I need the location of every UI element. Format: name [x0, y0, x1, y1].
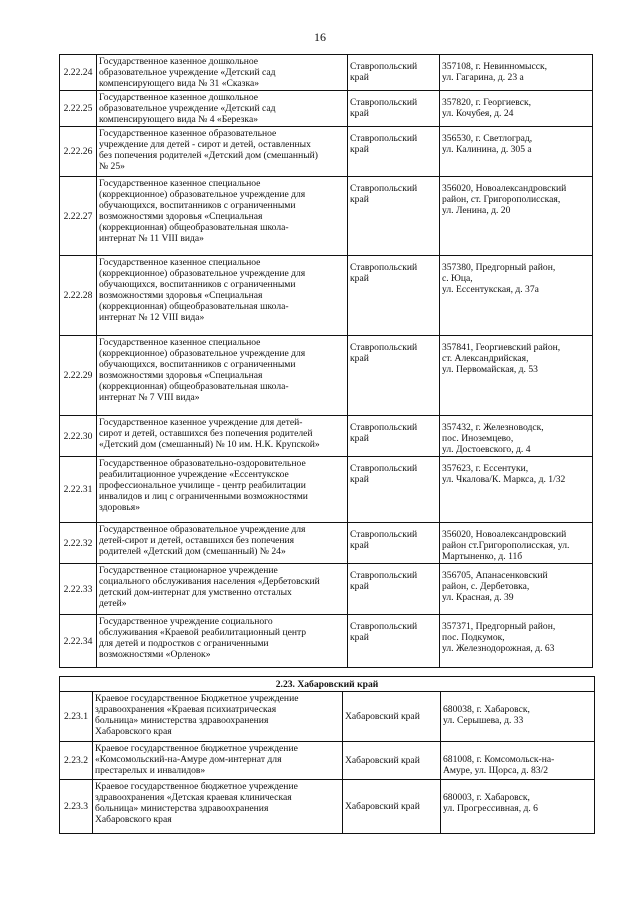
- institution-name: Государственное казенное специальное (коррекционное) образовательное учреждение для обучающихся, воспитанников с ограниченными возможностями здоровья «Специальная (коррекционная) общеобразовательная школа- интернат № 12 VIII вида»: [97, 256, 348, 336]
- region-name: Ставропольский край: [348, 336, 440, 416]
- institution-address: 357841, Георгиевский район, ст. Александрийская, ул. Первомайская, д. 53: [440, 336, 593, 416]
- table-row: [60, 91, 593, 127]
- region-name: Ставропольский край: [348, 457, 440, 523]
- table-row: [60, 615, 593, 668]
- institution-name: Государственное образовательно-оздоровительное реабилитационное учреждение «Ессентукское профессиональное училище - центр реабилитации инвалидов и лиц с ограниченными возможностями здоровья»: [97, 457, 348, 523]
- institution-address: 357371, Предгорный район, пос. Подкумок, ул. Железнодорожная, д. 63: [440, 615, 593, 668]
- institution-address: 356705, Апанасенковский район, с. Дербетовка, ул. Красная, д. 39: [440, 564, 593, 615]
- institution-name: Государственное образовательное учреждение для детей-сирот и детей, оставшихся без попечения родителей «Детский дом (смешанный) № 24»: [97, 523, 348, 564]
- table-row: [60, 523, 593, 564]
- institution-address: 357432, г. Железноводск, пос. Иноземцево, ул. Достоевского, д. 4: [440, 416, 593, 457]
- institution-address: 680038, г. Хабаровск, ул. Серышева, д. 33: [441, 692, 595, 742]
- institution-name: Государственное казенное специальное (коррекционное) образовательное учреждение для обучающихся, воспитанников с ограниченными возможностями здоровья «Специальная (коррекционная) общеобразовательная школа- интернат № 11 VIII вида»: [97, 177, 348, 256]
- institution-address: 681008, г. Комсомольск-на- Амуре, ул. Щорса, д. 83/2: [441, 742, 595, 780]
- table-row: [60, 127, 593, 177]
- institutions-table-stavropol: [59, 54, 593, 668]
- table-row: [60, 780, 595, 834]
- row-number: 2.22.32: [60, 523, 97, 564]
- institution-address: 357380, Предгорный район, с. Юца, ул. Ессентукская, д. 37а: [440, 256, 593, 336]
- row-number: 2.22.30: [60, 416, 97, 457]
- table-row: [60, 564, 593, 615]
- table-row: [60, 692, 595, 742]
- institution-name: Государственное казенное дошкольное образовательное учреждение «Детский сад компенсирующего вида № 31 «Сказка»: [97, 55, 348, 91]
- table-row: [60, 457, 593, 523]
- table-row: [60, 416, 593, 457]
- row-number: 2.23.3: [60, 780, 93, 834]
- region-name: Ставропольский край: [348, 416, 440, 457]
- institutions-table-khabarovsk: [59, 676, 595, 834]
- row-number: 2.22.27: [60, 177, 97, 256]
- row-number: 2.22.34: [60, 615, 97, 668]
- row-number: 2.22.28: [60, 256, 97, 336]
- institution-address: 680003, г. Хабаровск, ул. Прогрессивная, д. 6: [441, 780, 595, 834]
- row-number: 2.23.2: [60, 742, 93, 780]
- row-number: 2.22.31: [60, 457, 97, 523]
- institution-name: Государственное казенное образовательное учреждение для детей - сирот и детей, оставленных без попечения родителей «Детский дом (смешанный) № 25»: [97, 127, 348, 177]
- region-name: Ставропольский край: [348, 564, 440, 615]
- institution-name: Государственное учреждение социального обслуживания «Краевой реабилитационный центр для детей и подростков с ограниченными возможностями «Орленок»: [97, 615, 348, 668]
- region-name: Ставропольский край: [348, 127, 440, 177]
- region-name: Ставропольский край: [348, 91, 440, 127]
- region-name: Хабаровский край: [343, 780, 441, 834]
- region-name: Ставропольский край: [348, 256, 440, 336]
- institution-name: Государственное стационарное учреждение социального обслуживания населения «Дербетовский детский дом-интернат для умственно отсталых детей»: [97, 564, 348, 615]
- region-name: Ставропольский край: [348, 615, 440, 668]
- region-name: Хабаровский край: [343, 742, 441, 780]
- row-number: 2.22.29: [60, 336, 97, 416]
- institution-name: Государственное казенное дошкольное образовательное учреждение «Детский сад компенсирующего вида № 4 «Березка»: [97, 91, 348, 127]
- table-row: [60, 742, 595, 780]
- section-header-row: [60, 677, 595, 692]
- table-row: [60, 336, 593, 416]
- institution-address: 357108, г. Невинномысск, ул. Гагарина, д. 23 а: [440, 55, 593, 91]
- row-number: 2.22.24: [60, 55, 97, 91]
- institution-name: Краевое государственное Бюджетное учреждение здравоохранения «Краевая психиатрическая больница» министерства здравоохранения Хабаровского края: [93, 692, 343, 742]
- row-number: 2.22.33: [60, 564, 97, 615]
- institution-address: 357623, г. Ессентуки, ул. Чкалова/К. Маркса, д. 1/32: [440, 457, 593, 523]
- institution-address: 356530, г. Светлоград, ул. Калинина, д. 305 а: [440, 127, 593, 177]
- institution-name: Государственное казенное специальное (коррекционное) образовательное учреждение для обучающихся, воспитанников с ограниченными возможностями здоровья «Специальная (коррекционная) общеобразовательная школа- интернат № 7 VIII вида»: [97, 336, 348, 416]
- institution-address: 356020, Новоалександровский район ст.Григорополисская, ул. Мартыненко, д. 11б: [440, 523, 593, 564]
- institution-name: Краевое государственное бюджетное учреждение «Комсомольский-на-Амуре дом-интернат для престарелых и инвалидов»: [93, 742, 343, 780]
- institution-name: Государственное казенное учреждение для детей- сирот и детей, оставшихся без попечения родителей «Детский дом (смешанный) № 10 им. Н.К. Крупской»: [97, 416, 348, 457]
- table-row: [60, 256, 593, 336]
- region-name: Ставропольский край: [348, 55, 440, 91]
- institution-name: Краевое государственное бюджетное учреждение здравоохранения «Детская краевая клиническая больница» министерства здравоохранения Хабаровского края: [93, 780, 343, 834]
- section-title: 2.23. Хабаровский край: [60, 677, 595, 692]
- institution-address: 356020, Новоалександровский район, ст. Григорополисская, ул. Ленина, д. 20: [440, 177, 593, 256]
- region-name: Ставропольский край: [348, 177, 440, 256]
- region-name: Хабаровский край: [343, 692, 441, 742]
- row-number: 2.22.25: [60, 91, 97, 127]
- region-name: Ставропольский край: [348, 523, 440, 564]
- page-number: 16: [314, 30, 326, 44]
- row-number: 2.23.1: [60, 692, 93, 742]
- row-number: 2.22.26: [60, 127, 97, 177]
- table-row: [60, 55, 593, 91]
- table-row: [60, 177, 593, 256]
- institution-address: 357820, г. Георгиевск, ул. Кочубея, д. 24: [440, 91, 593, 127]
